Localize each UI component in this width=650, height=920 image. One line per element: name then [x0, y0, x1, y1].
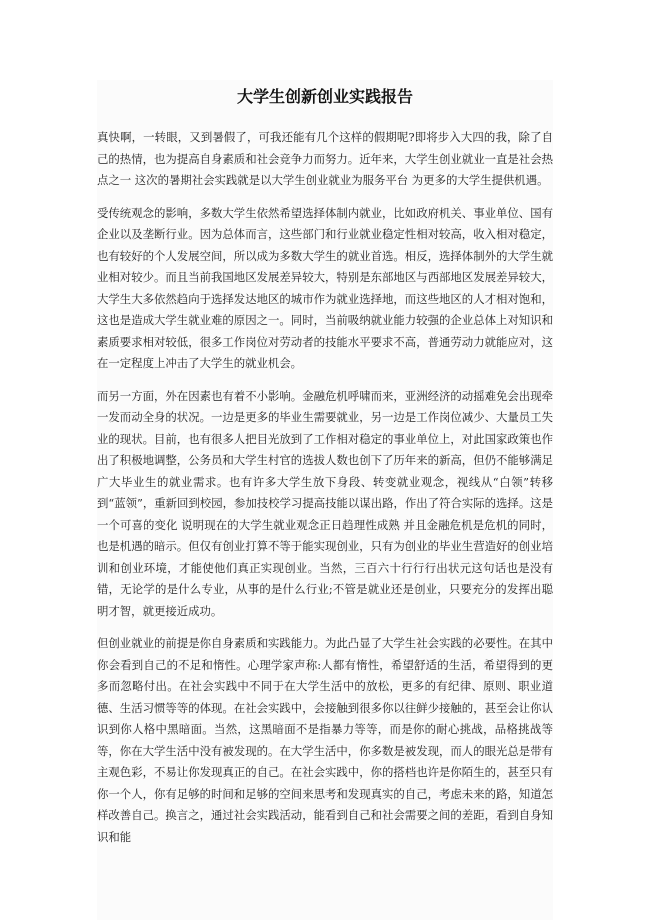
paragraph-1: 真快啊，一转眼，又到暑假了，可我还能有几个这样的假期呢?即将步入大四的我，除了自己的热情，也为提高自身素质和社会竞争力而努力。近年来，大学生创业就业一直是社会热点之一 这次的暑期社会实践就是以大学生创业就业为服务平台 为更多的大学生提供机遇。 — [97, 130, 553, 187]
paragraph-3: 而另一方面，外在因素也有着不小影响。金融危机呼啸而来，亚洲经济的动摇难免会出现牵一发而动全身的状况。一边是更多的毕业生需要就业，另一边是工作岗位减少、大量员工失业的现状。目前，也有很多人把目光放到了工作相对稳定的事业单位上，对此国家政策也作出了积极地调整，公务员和大学生村官的选拔人数也创下了历年来的新高，但仍不能够满足广大毕业生的就业需求。也有许多大学生放下身段、转变就业观念，视线从“白领”转移到“蓝领”，重新回到校园，参加技校学习提高技能以谋出路，作出了符合实际的选择。这是一个可喜的变化 说明现在的大学生就业观念正日趋理性成熟 并且金融危机是危机的同时，也是机遇的暗示。但仅有创业打算不等于能实现创业，只有为创业的毕业生营造好的创业培训和创业环境，才能使他们真正实现创业。当然，三百六十行行行出状元这句话也是没有错，无论学的是什么专业，从事的是什么行业;不管是就业还是创业，只要充分的发挥出聪明才智，就更接近成功。 — [97, 388, 553, 618]
document-body — [97, 127, 553, 848]
document-title: 大学生创新创业实践报告 — [236, 87, 413, 106]
paragraph-4: 但创业就业的前提是你自身素质和实践能力。为此凸显了大学生社会实践的必要性。在其中你会看到自己的不足和惰性。心理学家声称:人都有惰性，希望舒适的生活，希望得到的更多而忽略付出。在社会实践中不同于在大学生活中的放松，更多的有纪律、原则、职业道德、生活习惯等等的体现。在社会实践中，会接触到很多你以往鲜少接触的，甚至会让你认识到你人格中黑暗面。当然，这黑暗面不是指暴力等等，而是你的耐心挑战，品格挑战等等，你在大学生活中没有被发现的。在大学生活中，你多数是被发现，而人的眼光总是带有主观色彩，不易让你发现真正的自己。在社会实践中，你的搭档也许是你陌生的，甚至只有你一个人，你有足够的时间和足够的空间来思考和发现真实的自己，考虑未来的路，知道怎样改善自己。换言之，通过社会实践活动，能看到自己和社会需要之间的差距，看到自身知识和能 — [97, 636, 553, 844]
paragraph-2: 受传统观念的影响，多数大学生依然希望选择体制内就业，比如政府机关、事业单位、国有企业以及垄断行业。因为总体而言，这些部门和行业就业稳定性相对较高，收入相对稳定，也有较好的个人发展空间，所以成为多数大学生的就业首选。相反，选择体制外的大学生就业相对较少。而且当前我国地区发展差异较大，特别是东部地区与西部地区发展差异较大，大学生大多依然趋向于选择发达地区的城市作为就业选择地，而这些地区的人才相对饱和，这也是造成大学生就业难的原因之一。同时，当前吸纳就业能力较强的企业总体上对知识和素质要求相对较低，很多工作岗位对劳动者的技能水平要求不高，普通劳动力就能应对，这在一定程度上冲击了大学生的就业机会。 — [97, 205, 553, 370]
